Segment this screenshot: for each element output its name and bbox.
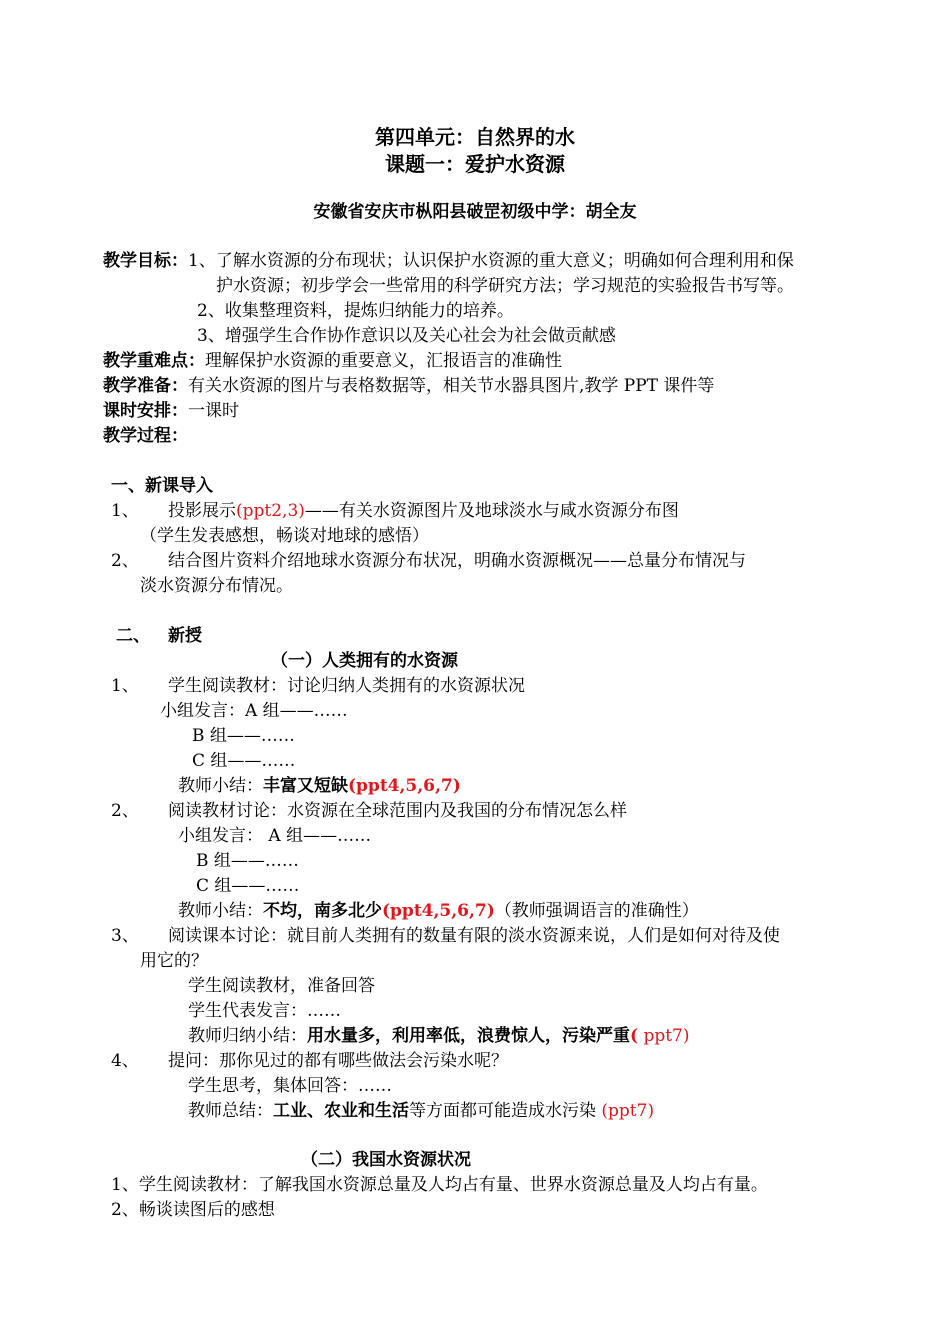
item-3-number: 3、 — [111, 926, 139, 946]
ppt-ref-open: ( — [630, 1026, 639, 1046]
item-4: 提问：那你见过的都有哪些做法会污染水呢？ — [168, 1051, 508, 1071]
focus-text: 理解保护水资源的重要意义，汇报语言的准确性 — [205, 351, 562, 371]
summary-note: （教师强调语言的准确性） — [494, 901, 699, 921]
item-3: 阅读课本讨论：就目前人类拥有的数量有限的淡水资源来说，人们是如何对待及使 — [168, 926, 780, 946]
item-2-summary — [178, 900, 699, 922]
intro-item-1 — [168, 500, 679, 522]
item-4-number: 4、 — [111, 1051, 139, 1071]
intro-item-1-number: 1、 — [111, 501, 139, 521]
item-1-summary — [178, 775, 461, 797]
item-2-group-a: 小组发言： A 组——…… — [178, 826, 372, 846]
item-3-student-read: 学生阅读教材，准备回答 — [188, 976, 375, 996]
item-4-summary — [188, 1100, 654, 1122]
item-1-group-b: B 组——…… — [192, 726, 295, 746]
subsection-2-heading: （二）我国水资源状况 — [301, 1150, 471, 1170]
item-1-group-a: 小组发言：A 组——…… — [160, 701, 348, 721]
unit-title: 第四单元：自然界的水 — [375, 125, 575, 149]
intro-heading: 一、新课导入 — [111, 476, 213, 496]
china-item-1: 1、学生阅读教材：了解我国水资源总量及人均占有量、世界水资源总量及人均占有量。 — [111, 1175, 768, 1195]
subsection-1-heading: （一）人类拥有的水资源 — [271, 651, 458, 671]
summary-text: 不均，南多北少 — [263, 901, 382, 921]
summary-label: 教师小结： — [178, 901, 263, 921]
ppt-ref: (ppt4,5,6,7) — [382, 901, 495, 921]
summary-label: 教师总结： — [188, 1101, 273, 1121]
time-line — [103, 400, 239, 422]
prep-label: 教学准备： — [103, 376, 188, 396]
intro-item-2: 结合图片资料介绍地球水资源分布状况，明确水资源概况——总量分布情况与 — [168, 551, 746, 571]
item-4-answer: 学生思考，集体回答：…… — [188, 1076, 392, 1096]
goal-1-text: 1、了解水资源的分布现状；认识保护水资源的重大意义；明确如何合理利用和保 — [188, 251, 794, 271]
item-3-student-speak: 学生代表发言：…… — [188, 1001, 341, 1021]
intro-item-2-continued: 淡水资源分布情况。 — [140, 576, 293, 596]
intro-item-1-text: 投影展示 — [168, 501, 236, 521]
intro-item-2-number: 2、 — [111, 551, 139, 571]
lesson-title: 课题一：爱护水资源 — [385, 152, 565, 176]
goal-1-continued: 护水资源；初步学会一些常用的科学研究方法；学习规范的实验报告书写等。 — [216, 276, 794, 296]
goals-label: 教学目标： — [103, 251, 188, 271]
summary-rest: 等方面都可能造成水污染 — [409, 1101, 602, 1121]
process-label: 教学过程： — [103, 426, 188, 446]
intro-item-1-rest: ——有关水资源图片及地球淡水与咸水资源分布图 — [304, 501, 679, 521]
time-text: 一课时 — [188, 401, 239, 421]
prep-text: 有关水资源的图片与表格数据等，相关节水器具图片,教学 PPT 课件等 — [188, 376, 715, 396]
focus-label: 教学重难点： — [103, 351, 205, 371]
china-item-2: 2、畅谈读图后的感想 — [111, 1200, 275, 1220]
intro-item-1-note: （学生发表感想，畅谈对地球的感悟） — [140, 526, 429, 546]
summary-text: 用水量多，利用率低，浪费惊人，污染严重 — [307, 1026, 630, 1046]
item-2-group-c: C 组——…… — [196, 876, 300, 896]
item-2-number: 2、 — [111, 801, 139, 821]
ppt-ref: (ppt4,5,6,7) — [348, 776, 461, 796]
new-lesson-heading-number: 二、 — [116, 626, 150, 646]
item-3-summary — [188, 1025, 690, 1047]
time-label: 课时安排： — [103, 401, 188, 421]
item-1-group-c: C 组——…… — [192, 751, 296, 771]
summary-text: 丰富又短缺 — [263, 776, 348, 796]
item-3-continued: 用它的？ — [140, 951, 208, 971]
author-line: 安徽省安庆市枞阳县破罡初级中学：胡全友 — [313, 202, 637, 222]
ppt-ref: (ppt7) — [601, 1101, 655, 1121]
summary-label: 教师归纳小结： — [188, 1026, 307, 1046]
item-2-group-b: B 组——…… — [196, 851, 299, 871]
goal-2: 2、收集整理资料，提炼归纳能力的培养。 — [197, 301, 514, 321]
focus-line — [103, 350, 562, 372]
goal-line-1 — [103, 250, 794, 272]
goal-3: 3、增强学生合作协作意识以及关心社会为社会做贡献感 — [197, 326, 616, 346]
ppt-ref: (ppt2,3) — [236, 501, 305, 521]
item-2: 阅读教材讨论：水资源在全球范围内及我国的分布情况怎么样 — [168, 801, 627, 821]
summary-label: 教师小结： — [178, 776, 263, 796]
prep-line — [103, 375, 714, 397]
new-lesson-heading: 新授 — [168, 626, 202, 646]
item-1: 学生阅读教材：讨论归纳人类拥有的水资源状况 — [168, 676, 525, 696]
item-1-number: 1、 — [111, 676, 139, 696]
summary-text: 工业、农业和生活 — [273, 1101, 409, 1121]
ppt-ref: ppt7) — [638, 1026, 690, 1046]
